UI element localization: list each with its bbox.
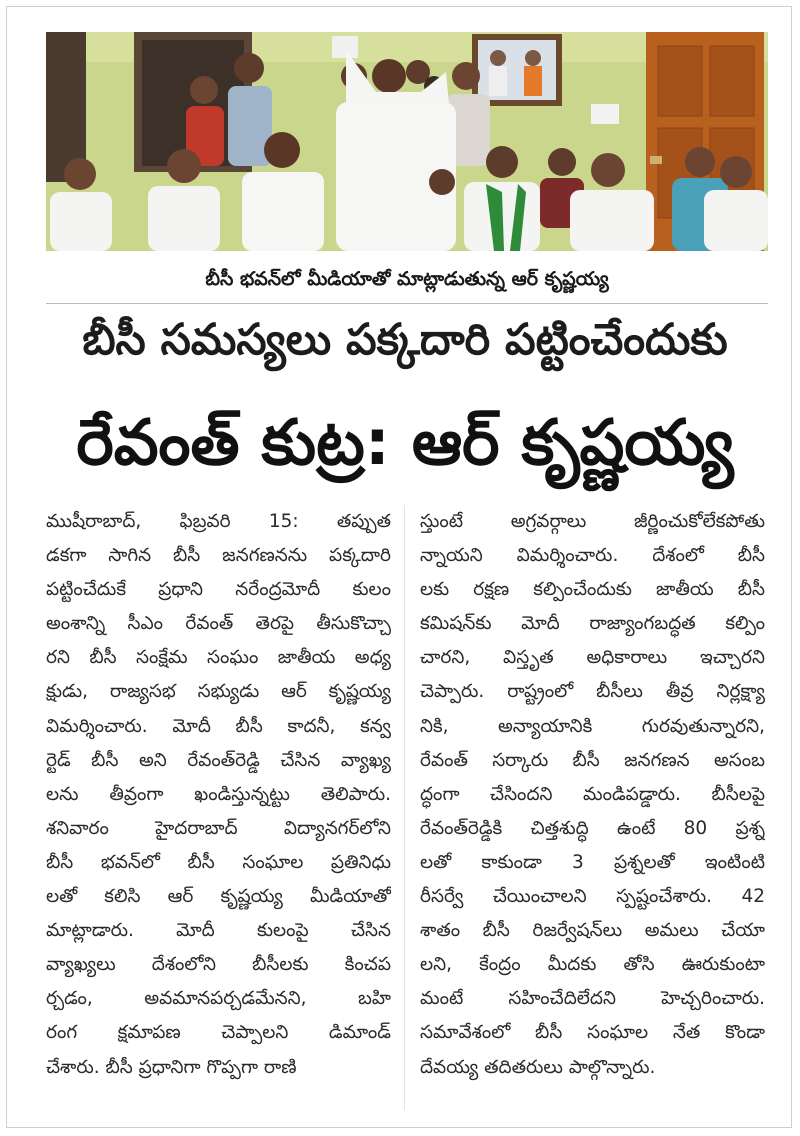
article-line: క్షుడు, రాజ్యసభ సభ్యుడు ఆర్ కృష్ణయ్య (46, 681, 391, 703)
article-line: నికి, అన్యాయానికి గురవుతున్నారని, (420, 715, 765, 737)
headline-line-2: రేవంత్ కుట్ర: ఆర్ కృష్ణయ్య (76, 406, 734, 479)
news-photo (46, 32, 768, 251)
article-line: రని బీసీ సంక్షేమ సంఘం జాతీయ అధ్య (46, 647, 391, 669)
article-line: ర్చడం, అవమానపర్చడమేనని, బహి (46, 988, 391, 1010)
article-column-left (46, 505, 391, 1085)
article-line: పట్టించేదుకే ప్రధాని నరేంద్రమోదీ కులం (46, 579, 391, 601)
article-line: ముషీరాబాద్, ఫిబ్రవరి 15: తప్పుత (46, 511, 391, 532)
article-line: వ్యాఖ్యలు దేశంలోని బీసీలకు కించప (46, 954, 391, 976)
article-line: లతో కాకుండా 3 ప్రశ్నలతో ఇంటింటి (420, 851, 765, 873)
headline-line-1: బీసీ సమస్యలు పక్కదారి పట్టించేందుకు (82, 315, 728, 365)
article-line: సమావేశంలో బీసీ సంఘాల నేత కొండా (420, 1022, 765, 1044)
article-line: రేవంత్‌రెడ్డికి చిత్తశుద్ధి ఉంటే 80 ప్రశ్న (420, 817, 765, 839)
article-line: శనివారం హైదరాబాద్ విద్యానగర్‌లోని (46, 817, 391, 839)
article-line: విమర్శించారు. మోదీ బీసీ కాదనీ, కన్వ (46, 715, 391, 737)
article-line: ర్టెడ్ బీసీ అని రేవంత్‌రెడ్డి చేసిన వ్యాఖ్య (46, 749, 391, 771)
article-line: డకగా సాగిన బీసీ జనగణనను పక్కదారి (46, 545, 391, 567)
article-line: రీసర్వే చేయించాలని స్పష్టంచేశారు. 42 (420, 886, 765, 908)
caption-divider (46, 303, 768, 304)
article-line: మంటే సహించేదిలేదని హెచ్చరించారు. (420, 988, 765, 1010)
article-line: లని, కేంద్రం మీదకు తోసి ఊరుకుంటా (420, 954, 765, 976)
press-meet-photo-icon (46, 32, 768, 251)
article-line: కమిషన్‌కు మోదీ రాజ్యాంగబద్ధత కల్పిం (420, 613, 765, 635)
article-line: లను తీవ్రంగా ఖండిస్తున్నట్టు తెలిపారు. (46, 783, 391, 805)
article-line: రేవంత్ సర్కారు బీసీ జనగణన అసంబ (420, 749, 765, 771)
article-line: రంగ క్షమాపణ చెప్పాలని డిమాండ్ (46, 1022, 391, 1044)
article-line: బీసీ భవన్‌లో బీసీ సంఘాల ప్రతినిధు (46, 851, 391, 873)
article-line: చారని, విస్తృత అధికారాలు ఇచ్చారని (420, 647, 765, 669)
article-line: దేవయ్య తదితరులు పాల్గొన్నారు. (420, 1056, 656, 1078)
article-line: ద్ధంగా చేసిందని మండిపడ్డారు. బీసీలపై (420, 783, 765, 805)
article-column-right (420, 505, 765, 1085)
article-line: శాతం బీసీ రిజర్వేషన్‌లు అమలు చేయా (420, 920, 765, 942)
column-divider (404, 505, 405, 1110)
article-line: చేశారు. బీసీ ప్రధానిగా గొప్పగా రాణి (46, 1056, 297, 1078)
article-line: మాట్లాడారు. మోదీ కులంపై చేసిన (46, 920, 391, 942)
article-line: న్నాయని విమర్శించారు. దేశంలో బీసీ (420, 545, 765, 567)
photo-caption: బీసీ భవన్‌లో మీడియాతో మాట్లాడుతున్న ఆర్ కృష్ణయ్య (205, 268, 609, 290)
article-line: లతో కలిసి ఆర్ కృష్ణయ్య మీడియాతో (46, 886, 391, 908)
article-line: లకు రక్షణ కల్పించేందుకు జాతీయ బీసీ (420, 579, 765, 601)
article-line: చెప్పారు. రాష్ట్రంలో బీసీలు తీవ్ర నిర్లక్ష్యా (420, 681, 765, 703)
article-line: అంశాన్ని సీఎం రేవంత్ తెరపై తీసుకొచ్చా (46, 613, 391, 635)
article-line: స్తుంటే అగ్రవర్గాలు జీర్ణించుకోలేకపోతు (420, 511, 765, 532)
